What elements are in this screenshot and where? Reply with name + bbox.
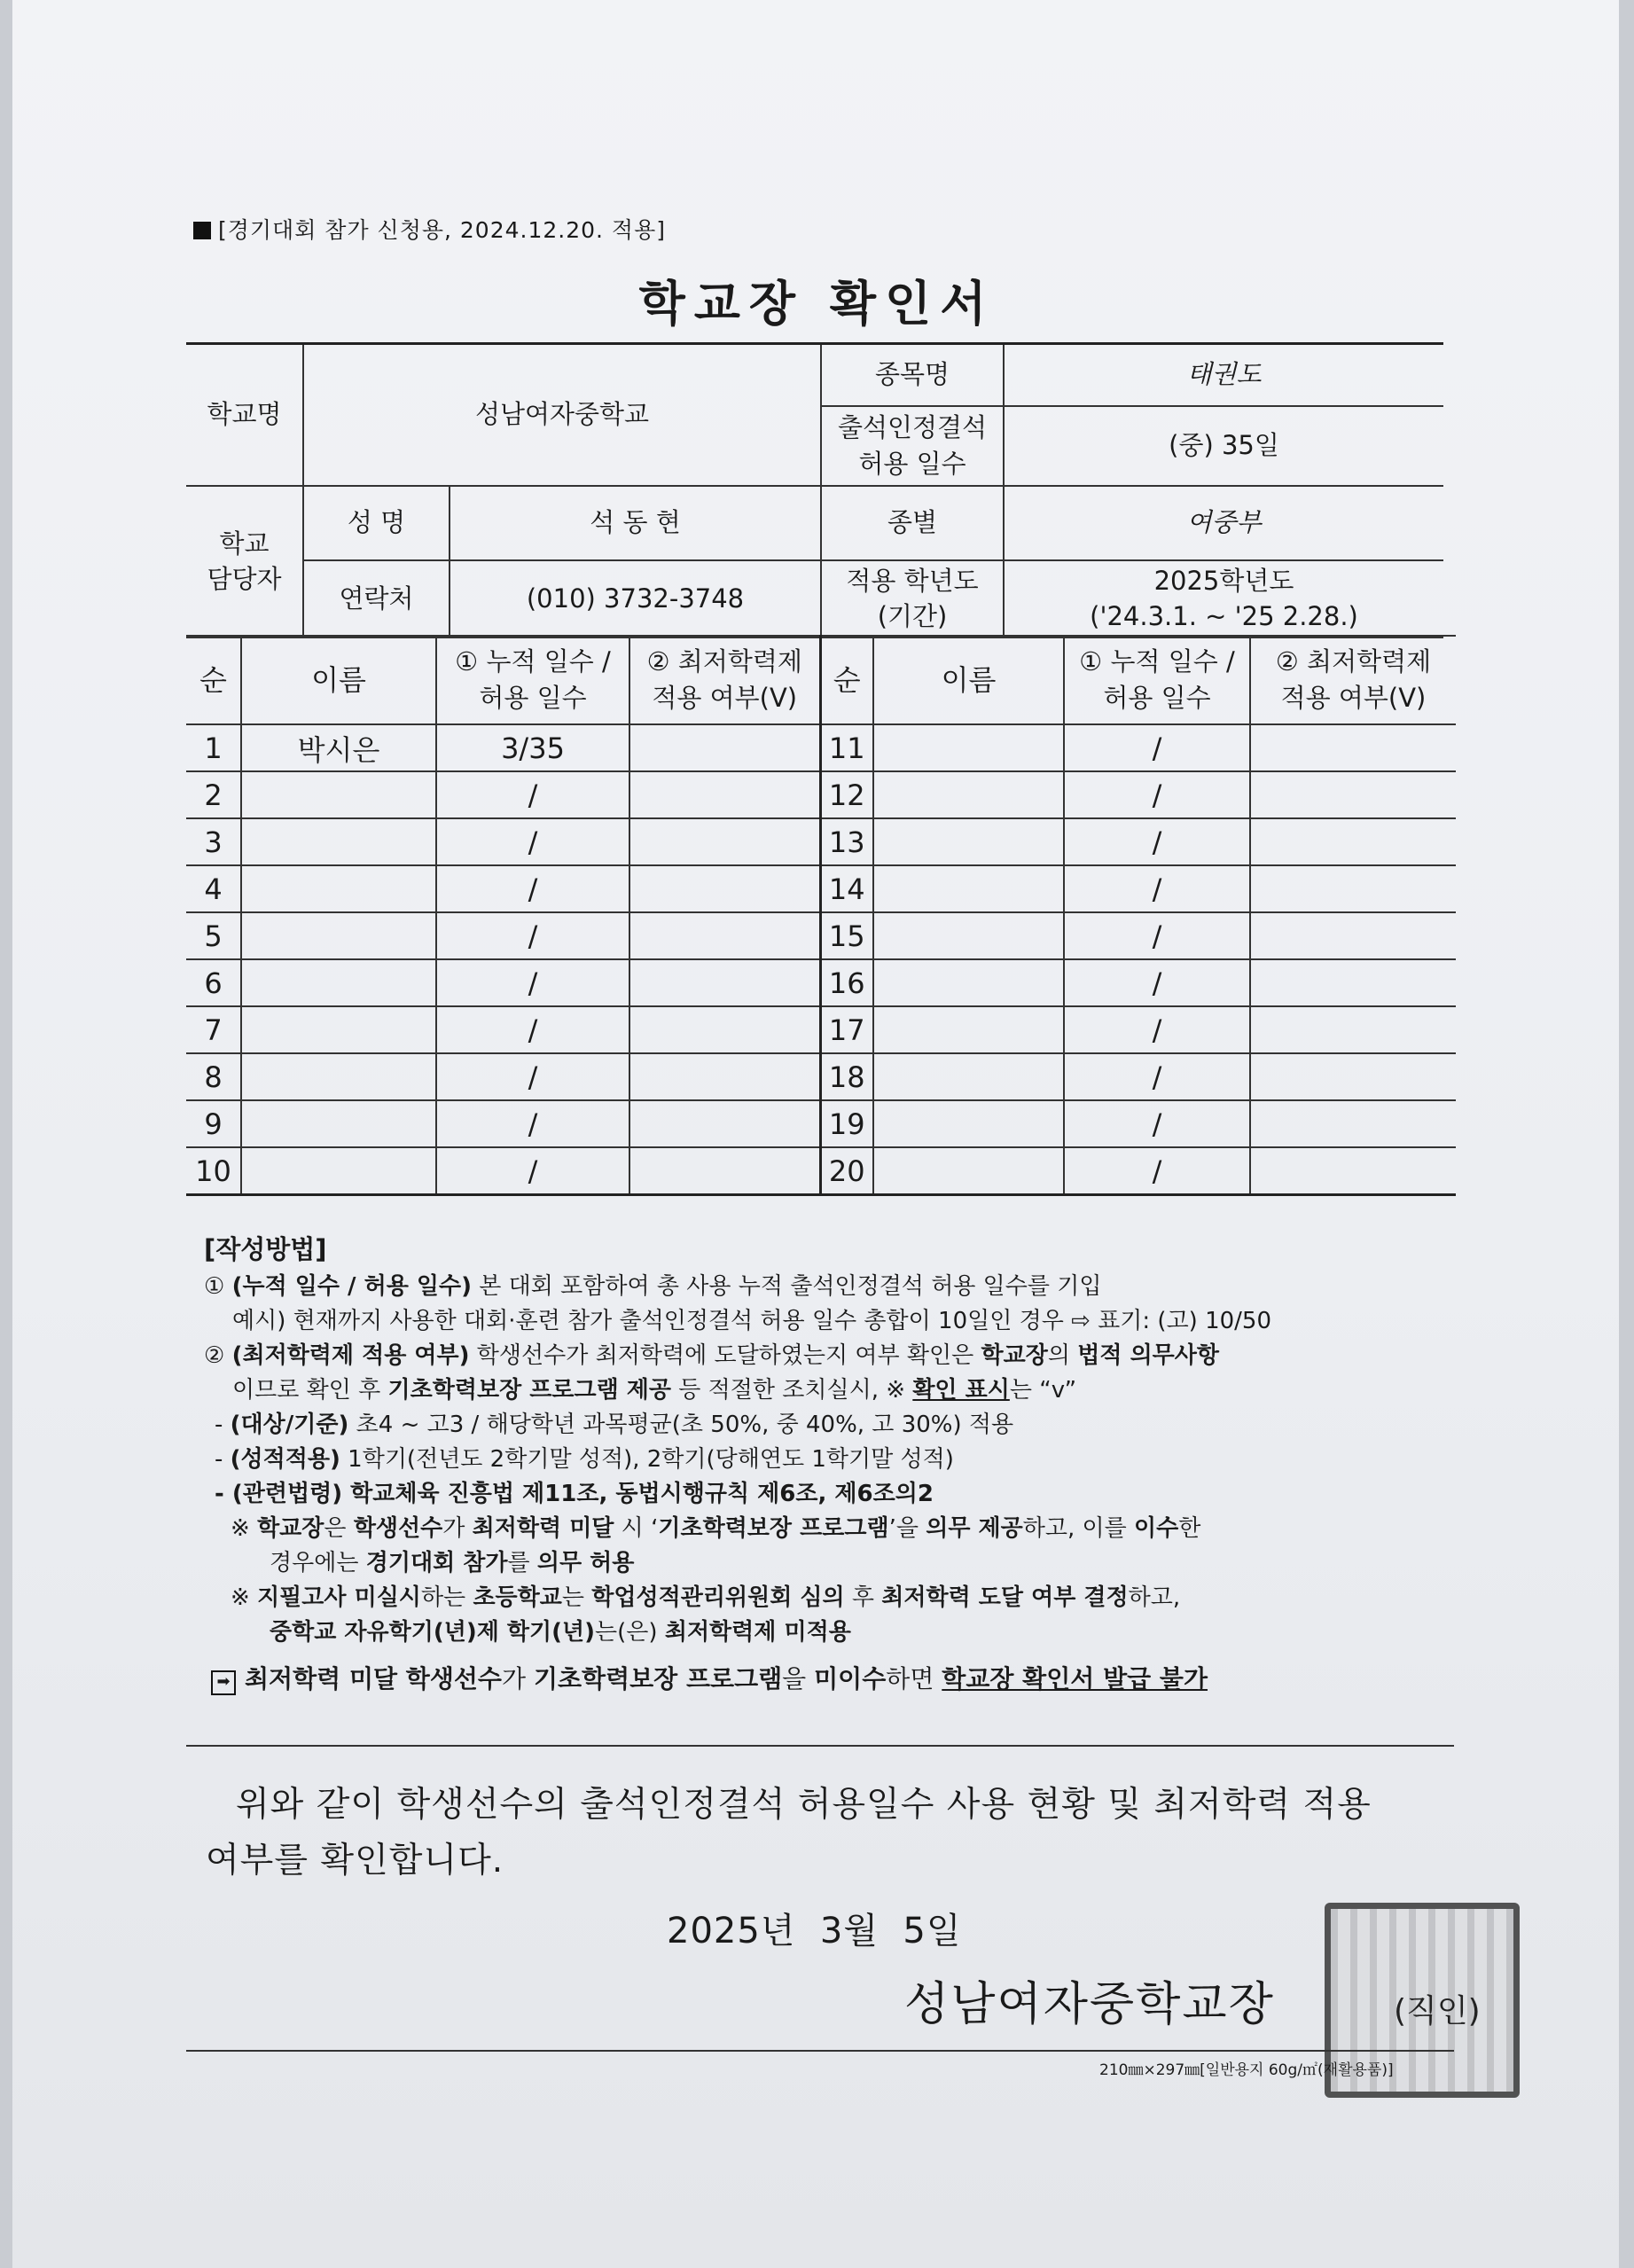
row-no: 8	[186, 1053, 241, 1100]
allowed-days-label	[821, 406, 1004, 486]
principal-signature: 성남여자중학교장	[904, 1978, 1275, 2031]
header-no-right: 순	[820, 636, 873, 724]
row-no: 9	[186, 1100, 241, 1147]
instruction-grades	[204, 1443, 1271, 1477]
allowed-days-label-line1: 출석인정결석	[837, 411, 988, 442]
note-1-i: ’을	[888, 1514, 926, 1542]
header-days-right	[1064, 636, 1250, 724]
row-days: /	[1064, 1006, 1250, 1053]
table-row	[186, 959, 1456, 1006]
instruction-2-cont	[204, 1373, 1271, 1408]
instruction-1-marker: ①	[204, 1272, 232, 1300]
table-row	[186, 1006, 1456, 1053]
row-check	[629, 959, 820, 1006]
instruction-2-cont-c: 등 적절한 조치실시, ※	[671, 1376, 913, 1404]
row-name	[241, 771, 436, 818]
note-2-cont-a: 중학교 자유학기(년)제 학기(년)	[270, 1618, 596, 1646]
table-row	[186, 818, 1456, 865]
note-1-cont-c: 를	[507, 1549, 537, 1576]
instruction-2-cont-program: 기초학력보장 프로그램 제공	[387, 1376, 671, 1404]
row-no: 1	[186, 724, 241, 771]
document-title: 학교장 확인서	[638, 276, 996, 332]
header-check-right-line1: ② 최저학력제	[1275, 646, 1432, 677]
instruction-laws: - (관련법령) 학교체육 진흥법 제11조, 동법시행규칙 제6조, 제6조의2	[215, 1480, 934, 1507]
row-no: 4	[186, 865, 241, 912]
header-check-right-line2: 적용 여부(V)	[1280, 683, 1427, 713]
row-no: 2	[186, 771, 241, 818]
row-check	[629, 865, 820, 912]
instruction-2-term: (최저학력제 적용 여부)	[231, 1341, 470, 1369]
instruction-1-example: 예시) 현재까지 사용한 대회·훈련 참가 출석인정결석 허용 일수 총합이 10일인 경우 ⇨ 표기: (고) 10/50	[232, 1307, 1272, 1334]
row-no: 16	[820, 959, 873, 1006]
note-2-i: 하고,	[1128, 1584, 1181, 1611]
row-name	[241, 1006, 436, 1053]
paper-spec-footnote: 210㎜×297㎜[일반용지 60g/㎡(재활용품)]	[1099, 2061, 1394, 2079]
row-name	[241, 865, 436, 912]
row-check	[1250, 771, 1456, 818]
note-1-d: 학생선수	[353, 1514, 443, 1542]
note-2-f: 학업성적관리위원회 심의	[591, 1584, 845, 1611]
row-days: /	[436, 1147, 629, 1195]
school-info-table	[186, 342, 1443, 638]
table-row	[186, 1147, 1456, 1195]
instruction-2-text: 학생선수가 최저학력에 도달하였는지 여부 확인은	[469, 1341, 981, 1369]
arrow-box-icon: ➡	[211, 1670, 236, 1695]
allowed-days-value: (중) 35일	[1004, 406, 1443, 486]
note-1-cont-a: 경우에는	[270, 1549, 366, 1576]
note-1-f: 최저학력 미달	[472, 1514, 614, 1542]
row-check	[1250, 1006, 1456, 1053]
header-days-right-line1: ① 누적 일수 /	[1079, 646, 1235, 677]
row-name	[241, 1100, 436, 1147]
row-days: /	[436, 959, 629, 1006]
school-year-label	[821, 560, 1004, 637]
manager-name-value: 석 동 현	[450, 486, 821, 560]
form-version-text: [경기대회 참가 신청용, 2024.12.20. 적용]	[218, 217, 666, 243]
row-check	[1250, 1053, 1456, 1100]
row-no: 5	[186, 912, 241, 959]
row-name	[873, 771, 1064, 818]
note-1-c: 은	[324, 1514, 354, 1542]
row-days: /	[1064, 959, 1250, 1006]
row-days: /	[436, 865, 629, 912]
note-1-cont-b: 경기대회 참가	[365, 1549, 508, 1576]
school-year-value-line1: 2025학년도	[1153, 565, 1294, 596]
warning-e: 미이수	[814, 1663, 887, 1693]
note-1-k: 하고, 이를	[1022, 1514, 1135, 1542]
row-name	[241, 1147, 436, 1195]
manager-name-label: 성 명	[303, 486, 450, 560]
instruction-2-duty: 법적 의무사항	[1077, 1341, 1220, 1369]
table-row	[186, 724, 1456, 771]
writing-instructions	[204, 1231, 1271, 1698]
school-value: 성남여자중학교	[303, 344, 821, 486]
row-days: /	[1064, 1147, 1250, 1195]
row-days: /	[436, 1006, 629, 1053]
instruction-1	[204, 1270, 1271, 1304]
divider-top	[186, 1745, 1454, 1747]
note-2-cont	[204, 1615, 1271, 1650]
divider-bottom	[186, 2050, 1454, 2052]
category-label: 종별	[821, 486, 1004, 560]
note-2-e: 는	[561, 1584, 592, 1611]
row-name	[873, 1147, 1064, 1195]
note-1	[204, 1512, 1271, 1546]
instruction-2	[204, 1339, 1271, 1373]
instruction-2-cont-e: 는 “v”	[1009, 1376, 1077, 1404]
header-days-left-line2: 허용 일수	[479, 683, 587, 713]
note-1-cont-d: 의무 허용	[536, 1549, 635, 1576]
row-no: 15	[820, 912, 873, 959]
instruction-target-dash: -	[215, 1411, 231, 1438]
row-check	[629, 1006, 820, 1053]
note-1-j: 의무 제공	[926, 1514, 1023, 1542]
row-name: 박시은	[241, 724, 436, 771]
row-check	[1250, 724, 1456, 771]
row-no: 17	[820, 1006, 873, 1053]
row-name	[873, 1100, 1064, 1147]
note-2-cont-b: 는(은)	[595, 1618, 665, 1646]
row-days: 3/35	[436, 724, 629, 771]
row-check	[629, 1147, 820, 1195]
header-days-right-line2: 허용 일수	[1103, 683, 1211, 713]
note-1-g: 시 ‘	[614, 1514, 659, 1542]
row-name	[241, 1053, 436, 1100]
note-2-b: 지필고사 미실시	[257, 1584, 421, 1611]
note-1-e: 가	[442, 1514, 473, 1542]
instruction-grades-text: 1학기(전년도 2학기말 성적), 2학기(당해연도 1학기말 성적)	[340, 1445, 954, 1473]
student-table	[186, 635, 1456, 1196]
manager-label-line1: 학교	[219, 528, 270, 559]
row-name	[241, 959, 436, 1006]
row-no: 13	[820, 818, 873, 865]
school-label: 학교명	[186, 344, 303, 486]
row-days: /	[1064, 912, 1250, 959]
header-no-left: 순	[186, 636, 241, 724]
row-name	[873, 724, 1064, 771]
issuance-warning	[204, 1661, 1271, 1698]
header-check-left-line1: ② 최저학력제	[646, 646, 802, 677]
instruction-target-text: 초4 ~ 고3 / 해당학년 과목평균(초 50%, 중 40%, 고 30%) 적용	[348, 1411, 1014, 1438]
warning-g: 학교장 확인서 발급 불가	[942, 1663, 1208, 1693]
note-2-c: 하는	[420, 1584, 473, 1611]
row-no: 3	[186, 818, 241, 865]
row-no: 10	[186, 1147, 241, 1195]
issue-date: 2025년 3월 5일	[667, 1911, 962, 1951]
warning-f: 하면	[886, 1663, 942, 1693]
instruction-target-term: (대상/기준)	[230, 1411, 349, 1438]
row-name	[873, 1006, 1064, 1053]
note-2-h: 최저학력 도달 여부 결정	[881, 1584, 1129, 1611]
header-days-left-line1: ① 누적 일수 /	[455, 646, 611, 677]
sport-label: 종목명	[821, 344, 1004, 406]
header-name-right: 이름	[873, 636, 1064, 724]
confirmation-line2: 여부를 확인합니다.	[206, 1841, 504, 1881]
row-name	[241, 912, 436, 959]
note-2	[204, 1581, 1271, 1615]
seal-label: (직인)	[1394, 1993, 1481, 2029]
note-1-m: 한	[1178, 1514, 1201, 1542]
note-1-cont	[204, 1546, 1271, 1581]
row-name	[241, 818, 436, 865]
table-row	[186, 771, 1456, 818]
row-days: /	[1064, 771, 1250, 818]
contact-label: 연락처	[303, 560, 450, 637]
row-name	[873, 912, 1064, 959]
category-value: 여중부	[1004, 486, 1443, 560]
school-year-label-line2: (기간)	[877, 601, 948, 632]
instruction-2-marker: ②	[204, 1341, 232, 1369]
row-no: 6	[186, 959, 241, 1006]
row-check	[629, 818, 820, 865]
instruction-2-cont-a: 이므로 확인 후	[232, 1376, 388, 1404]
table-row	[186, 865, 1456, 912]
header-name-left: 이름	[241, 636, 436, 724]
row-no: 14	[820, 865, 873, 912]
contact-value: (010) 3732-3748	[450, 560, 821, 637]
note-2-d: 초등학교	[473, 1584, 562, 1611]
instruction-2-principal: 학교장	[981, 1341, 1048, 1369]
note-1-l: 이수	[1134, 1514, 1179, 1542]
header-check-left-line2: 적용 여부(V)	[652, 683, 798, 713]
note-1-b: 학교장	[257, 1514, 324, 1542]
black-square-icon	[193, 222, 211, 239]
row-name	[873, 818, 1064, 865]
instruction-2-cont-mark: 확인 표시	[912, 1376, 1010, 1404]
instruction-grades-dash: -	[215, 1445, 231, 1473]
row-check	[1250, 1100, 1456, 1147]
row-name	[873, 865, 1064, 912]
row-days: /	[1064, 1053, 1250, 1100]
row-days: /	[1064, 865, 1250, 912]
school-year-value	[1004, 560, 1443, 637]
row-no: 20	[820, 1147, 873, 1195]
note-1-mark: ※	[231, 1514, 258, 1542]
warning-d: 을	[782, 1663, 815, 1693]
row-name	[873, 1053, 1064, 1100]
row-days: /	[1064, 1100, 1250, 1147]
table-row	[186, 1053, 1456, 1100]
note-2-cont-c: 최저학력제 미적용	[664, 1618, 851, 1646]
row-check	[629, 724, 820, 771]
confirmation-line1: 위와 같이 학생선수의 출석인정결석 허용일수 사용 현황 및 최저학력 적용	[236, 1785, 1372, 1825]
header-check-right	[1250, 636, 1456, 724]
student-table-header	[186, 636, 1456, 724]
form-version-note	[193, 213, 666, 245]
instruction-2-particle: 의	[1047, 1341, 1078, 1369]
row-no: 11	[820, 724, 873, 771]
row-check	[629, 1100, 820, 1147]
confirmation-text	[206, 1777, 1372, 1889]
instruction-1-term: (누적 일수 / 허용 일수)	[231, 1272, 472, 1300]
row-name	[873, 959, 1064, 1006]
header-check-left	[629, 636, 820, 724]
instruction-grades-term: (성적적용)	[230, 1445, 340, 1473]
school-year-label-line1: 적용 학년도	[846, 565, 979, 596]
row-days: /	[436, 818, 629, 865]
note-1-h: 기초학력보장 프로그램	[658, 1514, 889, 1542]
note-2-mark: ※	[231, 1584, 258, 1611]
row-check	[1250, 1147, 1456, 1195]
instruction-target	[204, 1408, 1271, 1443]
row-days: /	[436, 771, 629, 818]
row-days: /	[436, 912, 629, 959]
header-days-left	[436, 636, 629, 724]
manager-label-line2: 담당자	[207, 564, 282, 595]
table-row	[186, 912, 1456, 959]
row-days: /	[1064, 818, 1250, 865]
warning-a: 최저학력 미달 학생선수	[245, 1663, 502, 1693]
row-no: 12	[820, 771, 873, 818]
warning-b: 가	[501, 1663, 534, 1693]
row-no: 18	[820, 1053, 873, 1100]
row-check	[629, 912, 820, 959]
instructions-title: [작성방법]	[204, 1234, 327, 1264]
row-check	[1250, 959, 1456, 1006]
row-days: /	[436, 1053, 629, 1100]
row-no: 19	[820, 1100, 873, 1147]
school-year-value-line2: ('24.3.1. ~ '25 2.28.)	[1090, 601, 1358, 632]
allowed-days-label-line2: 허용 일수	[858, 448, 966, 479]
row-days: /	[436, 1100, 629, 1147]
table-row	[186, 1100, 1456, 1147]
sport-value: 태권도	[1004, 344, 1443, 406]
row-no: 7	[186, 1006, 241, 1053]
row-check	[1250, 912, 1456, 959]
manager-label	[186, 486, 303, 637]
row-check	[629, 771, 820, 818]
instruction-1-text: 본 대회 포함하여 총 사용 누적 출석인정결석 허용 일수를 기입	[471, 1272, 1102, 1300]
row-days: /	[1064, 724, 1250, 771]
note-2-g: 후	[844, 1584, 882, 1611]
row-check	[1250, 865, 1456, 912]
warning-c: 기초학력보장 프로그램	[533, 1663, 783, 1693]
row-check	[1250, 818, 1456, 865]
row-check	[629, 1053, 820, 1100]
